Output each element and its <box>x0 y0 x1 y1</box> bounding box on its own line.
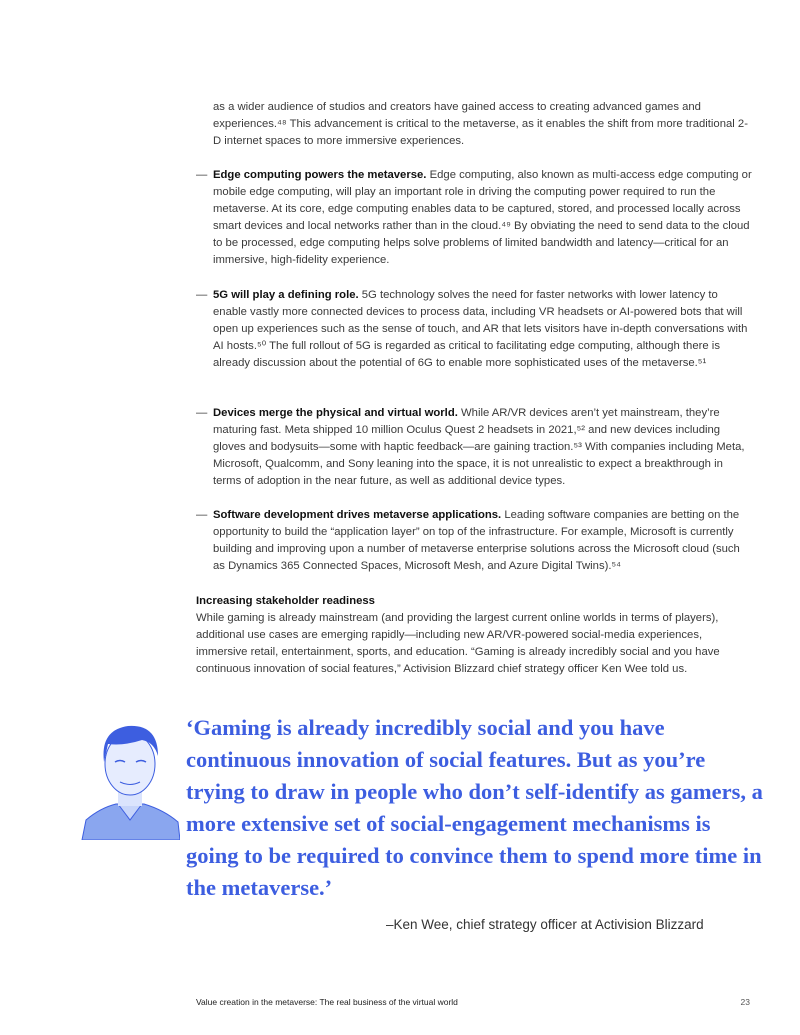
portrait-illustration <box>80 712 180 840</box>
bullet-body: Leading software companies are betting on the opportunity to build the “application layer” on top of the infrastructure. For example, Microsoft is currently building and improving upon a number of metaverse enterprise solutions across the Microsoft cloud (such as Dynamics 365 Connected Spaces, Microsoft Mesh, and Azure Digital Twins).⁵⁴ <box>213 509 740 572</box>
dash-marker: — <box>196 509 208 521</box>
intro-paragraph: as a wider audience of studios and creators have gained access to creating advanced games and experiences.⁴⁸ This advancement is critical to the metaverse, as it enables the shift from more traditional 2-D internet spaces to more immersive experiences. <box>213 101 748 147</box>
bullet-body: While AR/VR devices aren’t yet mainstream, they’re maturing fast. Meta shipped 10 million Oculus Quest 2 headsets in 2021,⁵² and new devices including gloves and bodysuits—some with haptic feedback—are gaining traction.⁵³ With companies including Meta, Microsoft, Qualcomm, and Sony leaning into the space, it is not unrealistic to expect a breakthrough in terms of adoption in the near future, as well as additional device types. <box>213 407 745 487</box>
bullet-edge-computing <box>196 167 756 269</box>
dash-marker: — <box>196 169 208 181</box>
section-heading: Increasing stakeholder readiness <box>196 595 375 607</box>
page-number: 23 <box>740 997 750 1007</box>
bullet-body: Edge computing, also known as multi-access edge computing or mobile edge computing, will play an important role in driving the computing power required to run the metaverse. At its core, edge computing enables data to be captured, stored, and processed locally across smart devices and local networks rather than in the cloud.⁴⁹ By obviating the need to send data to the cloud to be processed, edge computing helps solve problems of limited bandwidth and latency—critical for an immersive, high-fidelity experience. <box>213 169 752 266</box>
section-stakeholder-readiness <box>196 593 756 678</box>
bullet-title: Edge computing powers the metaverse. <box>213 169 427 181</box>
pull-quote: ‘Gaming is already incredibly social and you have continuous innovation of social features. But as you’re trying to draw in people who don’t self-identify as gamers, a more extensive set of social-engagement mechanisms is going to be required to convince them to spend more time in the metaverse.’ <box>186 715 763 900</box>
bullet-software <box>196 507 756 575</box>
bullet-body: 5G technology solves the need for faster networks with lower latency to enable vastly more connected devices to process data, including VR headsets or AI-powered bots that will open up experiences such as the sense of touch, and AR that lets visitors have in-depth conversations with AI hosts.⁵⁰ The full rollout of 5G is regarded as critical to facilitating edge computing, although there is already discussion about the potential of 6G to enable more sophisticated uses of the metaverse.⁵¹ <box>213 289 748 369</box>
dash-marker: — <box>196 289 208 301</box>
bullet-title: Software development drives metaverse applications. <box>213 509 502 521</box>
bullet-devices <box>196 405 756 490</box>
bullet-5g <box>196 287 756 372</box>
footer-title: Value creation in the metaverse: The real business of the virtual world <box>196 997 458 1007</box>
section-body: While gaming is already mainstream (and providing the largest current online worlds in terms of players), additional use cases are emerging rapidly—including new AR/VR-powered social-media experiences, immersive retail, entertainment, sports, and education. “Gaming is already incredibly social and you have continuous innovation of social features,” Activision Blizzard chief strategy officer Ken Wee told us. <box>196 612 720 675</box>
quote-attribution: –Ken Wee, chief strategy officer at Activision Blizzard <box>386 917 704 932</box>
bullet-title: 5G will play a defining role. <box>213 289 359 301</box>
dash-marker: — <box>196 407 208 419</box>
bullet-title: Devices merge the physical and virtual world. <box>213 407 458 419</box>
